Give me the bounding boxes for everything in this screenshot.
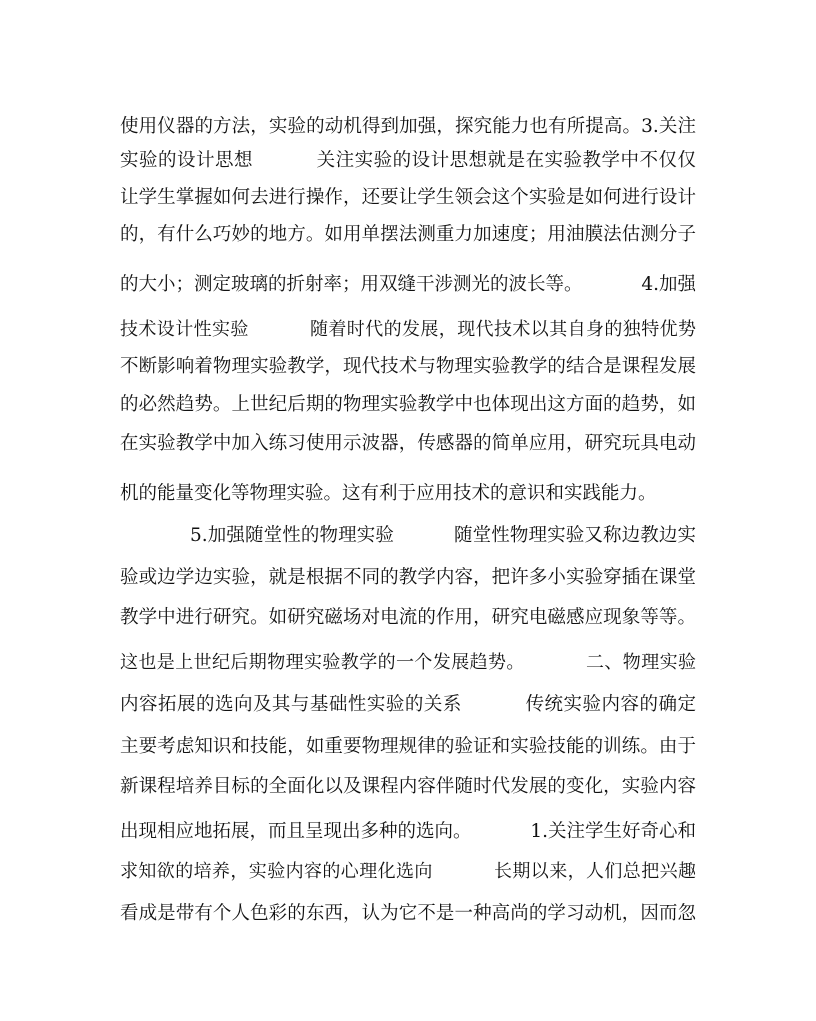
text-line-14: 这也是上世纪后期物理实验教学的一个发展趋势。 二、物理实验	[120, 652, 696, 673]
text-line-19: 求知欲的培养，实验内容的心理化选向 长期以来，人们总把兴趣	[120, 861, 696, 882]
text-line-17: 新课程培养目标的全面化以及课程内容伴随时代发展的变化，实验内容	[120, 776, 696, 797]
text-line-4: 的，有什么巧妙的地方。如用单摆法测重力加速度；用油膜法估测分子	[120, 224, 696, 245]
text-line-15: 内容拓展的选向及其与基础性实验的关系 传统实验内容的确定	[120, 694, 696, 715]
text-line-5: 的大小；测定玻璃的折射率；用双缝干涉测光的波长等。 4.加强	[120, 274, 696, 295]
text-line-8: 的必然趋势。上世纪后期的物理实验教学中也体现出这方面的趋势，如	[120, 394, 696, 415]
text-line-3: 让学生掌握如何去进行操作，还要让学生领会这个实验是如何进行设计	[120, 187, 696, 208]
text-line-18: 出现相应地拓展，而且呈现出多种的选向。 1.关注学生好奇心和	[120, 821, 696, 842]
text-line-13: 教学中进行研究。如研究磁场对电流的作用，研究电磁感应现象等等。	[120, 607, 696, 628]
text-line-11: 5.加强随堂性的物理实验 随堂性物理实验又称边教边实	[190, 525, 696, 546]
text-line-20: 看成是带有个人色彩的东西，认为它不是一种高尚的学习动机，因而忽	[120, 903, 696, 924]
text-line-10: 机的能量变化等物理实验。这有利于应用技术的意识和实践能力。	[120, 483, 657, 504]
text-line-1: 使用仪器的方法，实验的动机得到加强，探究能力也有所提高。3.关注	[120, 116, 696, 137]
text-line-9: 在实验教学中加入练习使用示波器，传感器的简单应用，研究玩具电动	[120, 433, 696, 454]
text-line-6: 技术设计性实验 随着时代的发展，现代技术以其自身的独特优势	[120, 319, 696, 340]
text-line-12: 验或边学边实验，就是根据不同的教学内容，把许多小实验穿插在课堂	[120, 567, 696, 588]
text-line-16: 主要考虑知识和技能，如重要物理规律的验证和实验技能的训练。由于	[120, 736, 696, 757]
text-line-2: 实验的设计思想 关注实验的设计思想就是在实验教学中不仅仅	[120, 150, 696, 171]
text-line-7: 不断影响着物理实验教学，现代技术与物理实验教学的结合是课程发展	[120, 356, 696, 377]
